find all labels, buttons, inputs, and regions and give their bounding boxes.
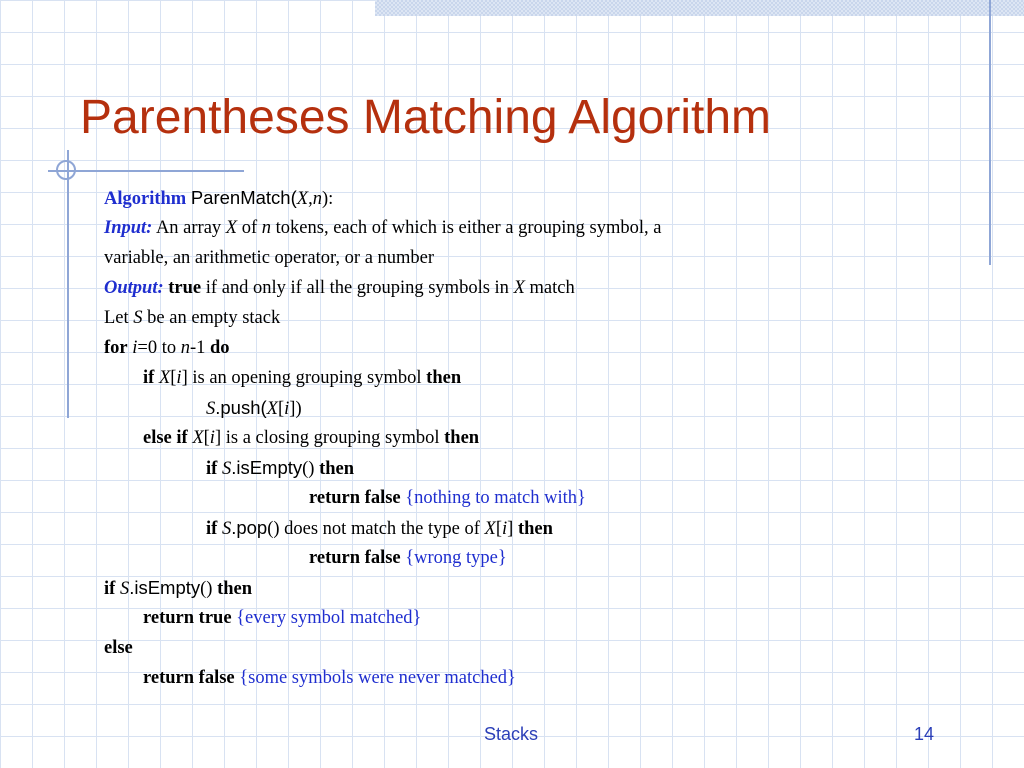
right-accent-line <box>989 0 991 265</box>
keyword-return-false: return false <box>143 668 235 688</box>
comment: {wrong type} <box>405 548 507 568</box>
var-i: i <box>132 338 138 358</box>
output-label: Output: <box>104 278 164 298</box>
bracket: [ <box>277 399 285 419</box>
param-n: n <box>312 189 322 209</box>
comment: {some symbols were never matched} <box>239 668 516 688</box>
output-text: if and only if all the grouping symbols in <box>205 278 509 298</box>
input-text: of <box>241 218 258 238</box>
for-loop-line <box>104 333 824 363</box>
var-x: X <box>225 218 238 238</box>
if-empty-line <box>104 453 824 483</box>
bracket: ] <box>507 519 514 539</box>
slide-title: Parentheses Matching Algorithm <box>80 91 772 144</box>
keyword-else-if: else if <box>143 428 188 448</box>
push-line <box>104 393 824 423</box>
code-text: is an opening grouping symbol <box>192 368 422 388</box>
code-text: () does not match the type of <box>267 519 480 539</box>
code-text: is a closing grouping symbol <box>225 428 440 448</box>
keyword-if: if <box>206 519 218 539</box>
var-i: i <box>209 428 215 448</box>
stack-init-line <box>104 303 824 333</box>
var-s: S <box>133 308 143 328</box>
title-underline <box>48 170 244 172</box>
input-text: tokens, each of which is either a grouping symbol, a <box>275 218 662 238</box>
var-s: S <box>119 579 130 599</box>
top-decorative-band <box>375 0 1024 16</box>
param-x: X <box>296 189 309 209</box>
if-pop-line <box>104 513 824 543</box>
var-s: S <box>221 459 232 479</box>
code-text: -1 <box>189 338 206 358</box>
code-text: =0 to <box>137 338 177 358</box>
var-i: i <box>502 519 508 539</box>
bracket: [ <box>170 368 177 388</box>
var-n: n <box>261 218 272 238</box>
code-text: be an empty stack <box>147 308 281 328</box>
slide-number: 14 <box>914 724 935 744</box>
var-x: X <box>266 399 278 419</box>
var-i: i <box>284 399 290 419</box>
paren: () <box>200 579 213 599</box>
keyword-else: else <box>104 638 133 658</box>
keyword-if: if <box>104 579 116 599</box>
method-pop: .pop <box>231 517 268 538</box>
return-false-nothing-line <box>104 483 824 513</box>
bracket: [ <box>495 519 502 539</box>
comment: {nothing to match with} <box>405 488 586 508</box>
final-if-empty-line <box>104 573 824 603</box>
bracket: ] <box>214 428 222 448</box>
keyword-return-false: return false <box>309 548 401 568</box>
bracket: ] <box>181 368 188 388</box>
algorithm-keyword: Algorithm <box>104 189 187 209</box>
output-text: match <box>529 278 575 298</box>
left-accent-line <box>67 150 69 418</box>
else-line <box>104 633 824 663</box>
var-x: X <box>513 278 525 298</box>
method-push: .push( <box>215 397 267 418</box>
return-true-line <box>104 603 824 633</box>
else-if-closing-line <box>104 423 824 453</box>
comment: {every symbol matched} <box>236 608 422 628</box>
keyword-then: then <box>217 579 253 599</box>
var-x: X <box>158 368 171 388</box>
output-line <box>104 273 824 303</box>
param-close: ): <box>321 189 334 209</box>
keyword-then: then <box>517 519 553 539</box>
input-line-continued <box>104 243 824 273</box>
var-s: S <box>221 519 232 539</box>
keyword-return-true: return true <box>143 608 232 628</box>
var-s: S <box>206 399 216 419</box>
input-line <box>104 213 824 243</box>
input-text: variable, an arithmetic operator, or a number <box>104 248 435 268</box>
keyword-if: if <box>206 459 218 479</box>
keyword-then: then <box>319 459 355 479</box>
param-separator: , <box>308 189 313 209</box>
keyword-do: do <box>210 338 230 358</box>
keyword-true: true <box>168 278 202 298</box>
footer-section-label: Stacks <box>484 724 539 744</box>
keyword-then: then <box>426 368 462 388</box>
keyword-if: if <box>143 368 155 388</box>
return-false-wrong-type-line <box>104 543 824 573</box>
keyword-for: for <box>104 338 128 358</box>
paren: () <box>302 459 315 479</box>
input-text: An array <box>155 218 222 238</box>
var-x: X <box>192 428 204 448</box>
var-n: n <box>180 338 190 358</box>
bracket: [ <box>203 428 210 448</box>
if-opening-line <box>104 363 824 393</box>
algorithm-pseudocode <box>104 183 824 693</box>
algorithm-header <box>104 183 824 213</box>
var-i: i <box>176 368 182 388</box>
return-false-final-line <box>104 663 824 693</box>
code-text: Let <box>104 308 129 328</box>
keyword-then: then <box>444 428 480 448</box>
algorithm-name: ParenMatch( <box>190 187 297 208</box>
circle-ornament-icon <box>56 160 76 180</box>
method-isempty: .isEmpty <box>231 457 303 478</box>
method-isempty: .isEmpty <box>129 577 201 598</box>
var-x: X <box>484 519 496 539</box>
input-label: Input: <box>104 218 153 238</box>
bracket: ]) <box>289 399 302 419</box>
keyword-return-false: return false <box>309 488 401 508</box>
